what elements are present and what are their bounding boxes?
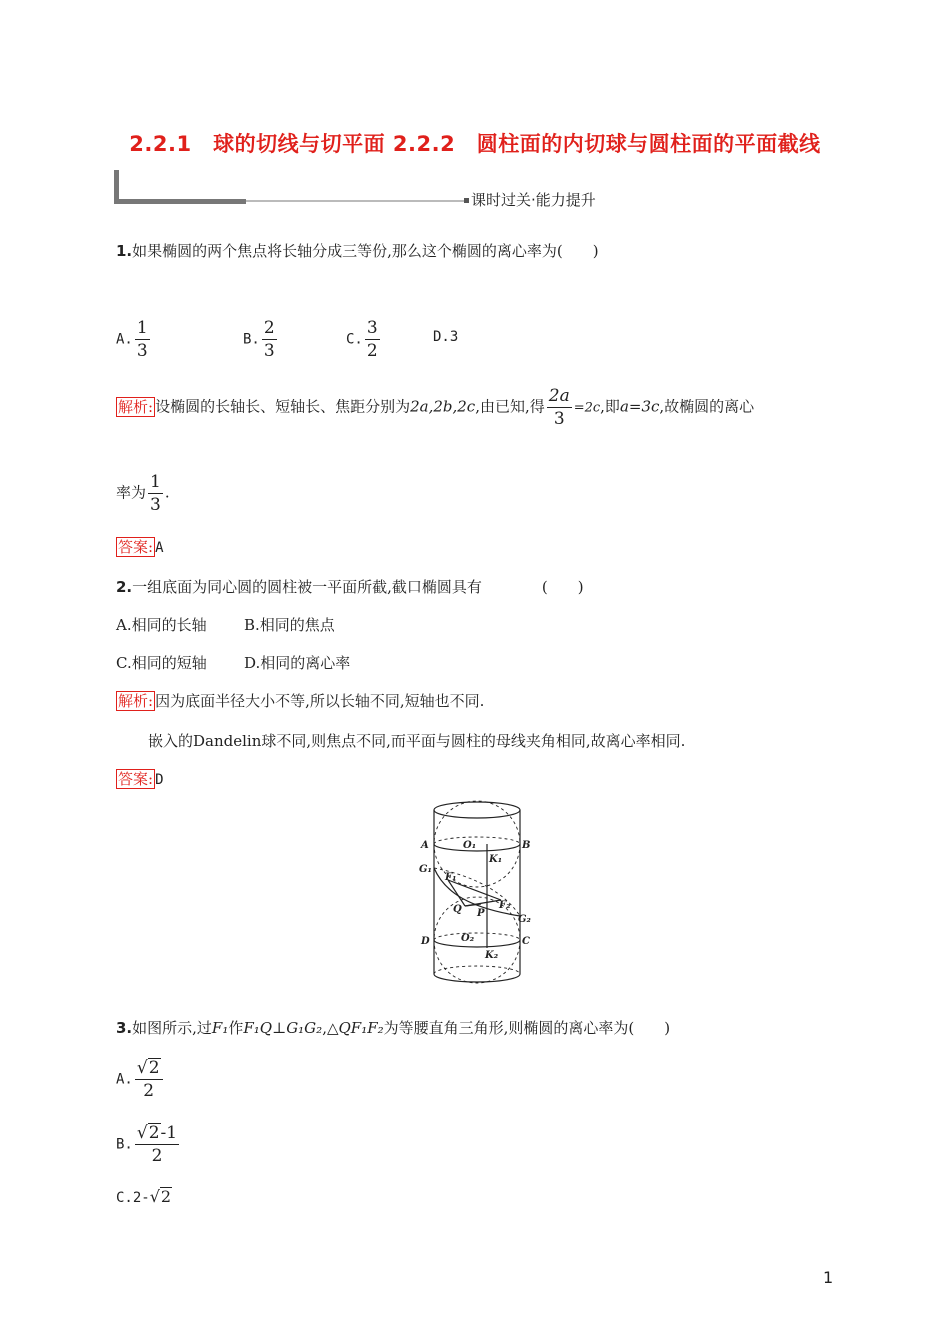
question-1: [116, 241, 599, 261]
q2-option-c: C.相同的短轴: [116, 654, 207, 672]
svg-text:O₂: O₂: [461, 933, 475, 944]
q2-option-a: A.相同的长轴: [116, 616, 207, 634]
page-title: 2.2.1 球的切线与切平面 2.2.2 圆柱面的内切球与圆柱面的平面截线: [129, 132, 821, 156]
q2-analysis-line2: 嵌入的Dandelin球不同,则焦点不同,而平面与圆柱的母线夹角相同,故离心率相同.: [148, 732, 686, 750]
answer-tag: 答案:: [118, 538, 154, 556]
svg-text:F₂: F₂: [499, 900, 511, 911]
q3-option-c: C.2-√2: [116, 1187, 172, 1206]
q1-option-a: A. $\frac{1}{3}$: [116, 318, 148, 361]
svg-text:G₁: G₁: [419, 864, 432, 875]
q1-answer: 答案: A: [118, 538, 164, 556]
svg-text:Q: Q: [453, 904, 462, 915]
banner-decoration: [112, 168, 472, 208]
q1-option-c: C. $\frac{3}{2}$: [346, 318, 378, 361]
q1-analysis: 解析: 设椭圆的长轴长、短轴长、焦距分别为2a,2b,2c,由已知,得 $\frac{2a}{3}$ =2c,即a=3c,故椭圆的离心: [118, 386, 755, 429]
q1-option-d: D.3: [433, 329, 459, 345]
svg-text:K₁: K₁: [489, 854, 503, 865]
q2-option-b: B.相同的焦点: [244, 616, 335, 634]
cylinder-figure: [415, 798, 540, 988]
question-text: 如果椭圆的两个焦点将长轴分成三等份,那么这个椭圆的离心率为( ): [132, 242, 599, 260]
question-2: 2.一组底面为同心圆的圆柱被一平面所截,截口椭圆具有 ( ): [116, 578, 584, 596]
page-number: 1: [823, 1268, 834, 1287]
q1-option-b: B. $\frac{2}{3}$: [243, 318, 275, 361]
svg-text:A: A: [421, 840, 429, 851]
svg-text:O₁: O₁: [463, 840, 477, 851]
svg-text:C: C: [522, 936, 530, 947]
q2-analysis: 解析: 因为底面半径大小不等,所以长轴不同,短轴也不同.: [118, 692, 485, 710]
svg-text:G₂: G₂: [518, 914, 531, 925]
svg-text:D: D: [421, 936, 430, 947]
question-number: 1.: [116, 242, 133, 260]
svg-text:P: P: [477, 908, 485, 919]
q2-answer: 答案: D: [118, 770, 164, 788]
q3-option-b: B. $\frac{√2-1}{2}$: [116, 1123, 178, 1166]
svg-text:K₂: K₂: [485, 950, 499, 961]
q1-analysis-line2: 率为 $\frac{1}{3}$ .: [116, 472, 170, 515]
q2-option-d: D.相同的离心率: [244, 654, 351, 672]
question-3: 3.如图所示,过F₁作F₁Q⊥G₁G₂,△QF₁F₂为等腰直角三角形,则椭圆的离心率为( ): [116, 1019, 671, 1037]
q3-option-a: A. $\frac{√2}{2}$: [116, 1058, 165, 1101]
svg-text:B: B: [522, 840, 531, 851]
banner-label: 课时过关·能力提升: [471, 191, 596, 209]
analysis-tag: 解析:: [118, 397, 154, 416]
svg-text:F₁: F₁: [445, 872, 457, 883]
